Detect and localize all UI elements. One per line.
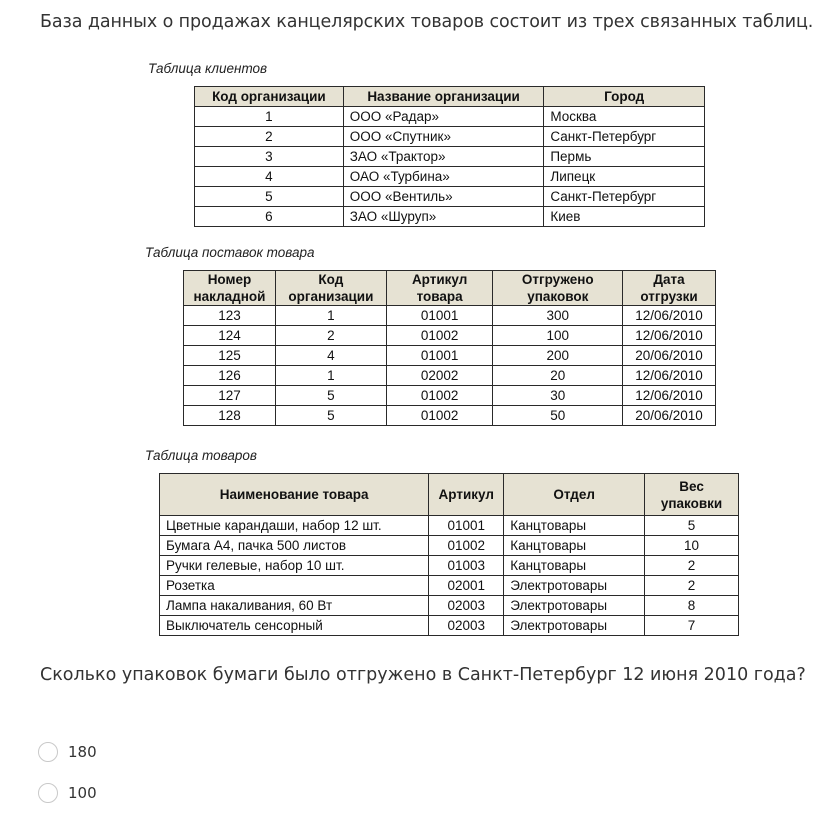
table-cell: ЗАО «Шуруп» bbox=[343, 207, 544, 227]
table-row bbox=[195, 207, 705, 227]
table-cell: 01001 bbox=[386, 306, 493, 326]
table-cell: 20/06/2010 bbox=[623, 346, 716, 366]
table-cell: 20/06/2010 bbox=[623, 406, 716, 426]
table-cell: Санкт-Петербург bbox=[544, 127, 705, 147]
table-cell: 1 bbox=[275, 366, 386, 386]
table-cell: 01002 bbox=[386, 406, 493, 426]
table-cell: 01002 bbox=[429, 536, 504, 556]
table-cell: 02002 bbox=[386, 366, 493, 386]
table-cell: 127 bbox=[184, 386, 276, 406]
clients-header-city: Город bbox=[544, 87, 705, 107]
table-cell: Бумага А4, пачка 500 листов bbox=[160, 536, 429, 556]
table-cell: 4 bbox=[195, 167, 344, 187]
supplies-header-shipped: Отгружено упаковок bbox=[493, 271, 623, 306]
supplies-header-org-code: Код организации bbox=[275, 271, 386, 306]
table-cell: Канцтовары bbox=[504, 536, 645, 556]
table-cell: 5 bbox=[275, 386, 386, 406]
table-row bbox=[184, 306, 716, 326]
answer-option-label: 180 bbox=[68, 743, 97, 761]
table-cell: 6 bbox=[195, 207, 344, 227]
table-row bbox=[160, 616, 739, 636]
table-cell: 5 bbox=[275, 406, 386, 426]
table-cell: 12/06/2010 bbox=[623, 386, 716, 406]
table-cell: 12/06/2010 bbox=[623, 366, 716, 386]
table-cell: 01002 bbox=[386, 386, 493, 406]
goods-header-dept: Отдел bbox=[504, 474, 645, 516]
table-cell: Канцтовары bbox=[504, 516, 645, 536]
table-cell: 02001 bbox=[429, 576, 504, 596]
table-cell: 100 bbox=[493, 326, 623, 346]
table-cell: 2 bbox=[195, 127, 344, 147]
table-row bbox=[184, 346, 716, 366]
table-cell: 01001 bbox=[429, 516, 504, 536]
table-cell: Киев bbox=[544, 207, 705, 227]
goods-table-caption: Таблица товаров bbox=[145, 448, 257, 463]
table-cell: 5 bbox=[195, 187, 344, 207]
table-row bbox=[184, 366, 716, 386]
table-cell: 7 bbox=[645, 616, 739, 636]
table-cell: 8 bbox=[645, 596, 739, 616]
table-cell: ЗАО «Трактор» bbox=[343, 147, 544, 167]
table-cell: Электротовары bbox=[504, 616, 645, 636]
table-cell: 20 bbox=[493, 366, 623, 386]
supplies-table-caption: Таблица поставок товара bbox=[145, 245, 315, 260]
table-row bbox=[160, 536, 739, 556]
clients-table bbox=[194, 86, 705, 227]
goods-header-article: Артикул bbox=[429, 474, 504, 516]
table-cell: 128 bbox=[184, 406, 276, 426]
table-cell: Канцтовары bbox=[504, 556, 645, 576]
table-cell: 123 bbox=[184, 306, 276, 326]
table-cell: 01003 bbox=[429, 556, 504, 576]
table-cell: 2 bbox=[645, 576, 739, 596]
answer-option-2[interactable] bbox=[38, 783, 97, 803]
table-cell: Электротовары bbox=[504, 596, 645, 616]
table-cell: 10 bbox=[645, 536, 739, 556]
table-cell: ООО «Спутник» bbox=[343, 127, 544, 147]
intro-text: База данных о продажах канцелярских товаров состоит из трех связанных таблиц. bbox=[40, 12, 814, 32]
goods-table bbox=[159, 473, 739, 636]
clients-header-code: Код организации bbox=[195, 87, 344, 107]
table-cell: ООО «Радар» bbox=[343, 107, 544, 127]
table-row bbox=[160, 596, 739, 616]
table-cell: 01001 bbox=[386, 346, 493, 366]
table-row bbox=[160, 516, 739, 536]
table-cell: ОАО «Турбина» bbox=[343, 167, 544, 187]
table-cell: Выключатель сенсорный bbox=[160, 616, 429, 636]
table-row bbox=[195, 147, 705, 167]
table-cell: Липецк bbox=[544, 167, 705, 187]
table-cell: 300 bbox=[493, 306, 623, 326]
radio-button[interactable] bbox=[38, 783, 58, 803]
table-cell: 50 bbox=[493, 406, 623, 426]
table-cell: Пермь bbox=[544, 147, 705, 167]
supplies-header-date: Дата отгрузки bbox=[623, 271, 716, 306]
supplies-header-invoice: Номер накладной bbox=[184, 271, 276, 306]
table-cell: 2 bbox=[645, 556, 739, 576]
table-cell: 12/06/2010 bbox=[623, 306, 716, 326]
clients-table-caption: Таблица клиентов bbox=[148, 61, 268, 76]
table-cell: 124 bbox=[184, 326, 276, 346]
table-cell: 125 bbox=[184, 346, 276, 366]
table-cell: 01002 bbox=[386, 326, 493, 346]
table-cell: 2 bbox=[275, 326, 386, 346]
goods-header-name: Наименование товара bbox=[160, 474, 429, 516]
table-row bbox=[195, 187, 705, 207]
table-cell: 02003 bbox=[429, 616, 504, 636]
table-cell: 3 bbox=[195, 147, 344, 167]
table-cell: Электротовары bbox=[504, 576, 645, 596]
table-cell: 1 bbox=[275, 306, 386, 326]
table-cell: 5 bbox=[645, 516, 739, 536]
table-row bbox=[195, 127, 705, 147]
table-cell: Москва bbox=[544, 107, 705, 127]
supplies-table bbox=[183, 270, 716, 426]
table-cell: 1 bbox=[195, 107, 344, 127]
table-cell: Цветные карандаши, набор 12 шт. bbox=[160, 516, 429, 536]
answer-option-label: 100 bbox=[68, 784, 97, 802]
table-cell: 02003 bbox=[429, 596, 504, 616]
table-cell: 12/06/2010 bbox=[623, 326, 716, 346]
table-row bbox=[160, 556, 739, 576]
table-cell: Санкт-Петербург bbox=[544, 187, 705, 207]
clients-header-name: Название организации bbox=[343, 87, 544, 107]
table-row bbox=[195, 167, 705, 187]
table-row bbox=[184, 386, 716, 406]
table-row bbox=[184, 406, 716, 426]
table-row bbox=[195, 107, 705, 127]
table-cell: Розетка bbox=[160, 576, 429, 596]
table-cell: 4 bbox=[275, 346, 386, 366]
answer-option-1[interactable] bbox=[38, 742, 97, 762]
goods-header-weight: Вес упаковки bbox=[645, 474, 739, 516]
radio-button[interactable] bbox=[38, 742, 58, 762]
table-cell: 126 bbox=[184, 366, 276, 386]
table-row bbox=[160, 576, 739, 596]
table-cell: ООО «Вентиль» bbox=[343, 187, 544, 207]
table-cell: 30 bbox=[493, 386, 623, 406]
supplies-header-article: Артикул товара bbox=[386, 271, 493, 306]
table-cell: Ручки гелевые, набор 10 шт. bbox=[160, 556, 429, 576]
table-row bbox=[184, 326, 716, 346]
question-text: Сколько упаковок бумаги было отгружено в Санкт-Петербург 12 июня 2010 года? bbox=[40, 665, 806, 685]
table-cell: 200 bbox=[493, 346, 623, 366]
table-cell: Лампа накаливания, 60 Вт bbox=[160, 596, 429, 616]
